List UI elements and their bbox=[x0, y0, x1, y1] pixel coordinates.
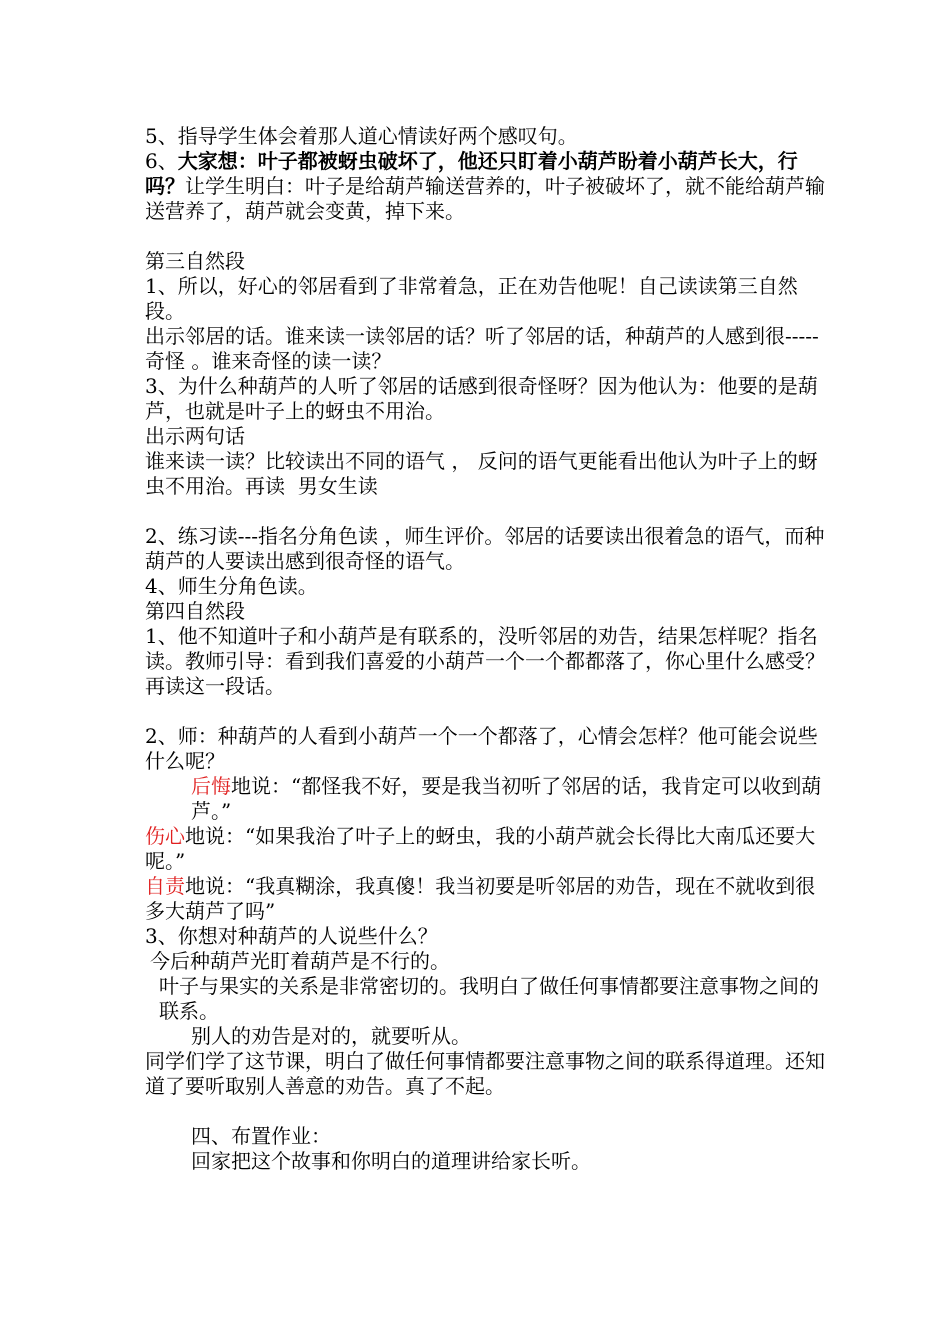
quote-blame-text: 地说：“我真糊涂，我真傻！我当初要是听邻居的劝告，现在不就收到很多大葫芦了吗” bbox=[145, 874, 816, 923]
paragraph-step6 bbox=[145, 149, 825, 224]
section-title-paragraph3: 第三自然段 bbox=[145, 249, 245, 273]
emotion-word-regret: 后悔 bbox=[191, 774, 231, 798]
step6-question: 大家想：叶子都被蚜虫破坏了，他还只盯着小葫芦盼着小葫芦长大，行吗？ bbox=[145, 149, 798, 198]
paragraph4-item3: 3、你想对种葫芦的人说些什么？ bbox=[145, 924, 438, 948]
paragraph4-item2: 2、师：种葫芦的人看到小葫芦一个一个都落了，心情会怎样？他可能会说些什么呢？ bbox=[145, 724, 818, 773]
quote-regret-text: 地说：“都怪我不好，要是我当初听了邻居的话，我肯定可以收到葫芦。” bbox=[191, 774, 822, 823]
quote-regret bbox=[145, 774, 825, 824]
homework-body: 回家把这个故事和你明白的道理讲给家长听。 bbox=[191, 1149, 591, 1173]
paragraph3-item7: 4、师生分角色读。 bbox=[145, 574, 318, 598]
summary: 同学们学了这节课，明白了做任何事情都要注意事物之间的联系得道理。还知道了要听取别人善意的劝告。真了不起。 bbox=[145, 1049, 825, 1098]
document-body bbox=[145, 124, 825, 1174]
homework-title: 四、布置作业： bbox=[191, 1124, 331, 1148]
spacer bbox=[145, 699, 825, 724]
paragraph4-item1: 1、他不知道叶子和小葫芦是有联系的，没听邻居的劝告，结果怎样呢？指名读。教师引导：看到我们喜爱的小葫芦一个一个都都落了，你心里什么感受？再读这一段话。 bbox=[145, 624, 825, 698]
quote-sad bbox=[145, 824, 825, 874]
paragraph3-item2: 出示邻居的话。谁来读一读邻居的话？听了邻居的话，种葫芦的人感到很-----奇怪 。谁来奇怪的读一读？ bbox=[145, 324, 819, 373]
paragraph3-item5: 谁来读一读？比较读出不同的语气 ， 反问的语气更能看出他认为叶子上的蚜虫不用治。再读 男女生读 bbox=[145, 449, 818, 498]
paragraph3-item1: 1、所以，好心的邻居看到了非常着急，正在劝告他呢！自己读读第三自然段。 bbox=[145, 274, 798, 323]
paragraph3-item4: 出示两句话 bbox=[145, 424, 245, 448]
step6-number: 6、 bbox=[145, 149, 178, 173]
emotion-word-sad: 伤心 bbox=[145, 824, 185, 848]
answer-1: 今后种葫芦光盯着葫芦是不行的。 bbox=[150, 949, 450, 973]
section-title-paragraph4: 第四自然段 bbox=[145, 599, 245, 623]
quote-blame bbox=[145, 874, 825, 924]
spacer bbox=[145, 499, 825, 524]
spacer bbox=[145, 224, 825, 249]
answer-3: 别人的劝告是对的，就要听从。 bbox=[191, 1024, 471, 1048]
paragraph3-item3: 3、为什么种葫芦的人听了邻居的话感到很奇怪呀？因为他认为：他要的是葫芦，也就是叶子上的蚜虫不用治。 bbox=[145, 374, 818, 423]
spacer bbox=[145, 1099, 825, 1124]
emotion-word-blame: 自责 bbox=[145, 874, 185, 898]
paragraph-step5: 5、指导学生体会着那人道心情读好两个感叹句。 bbox=[145, 124, 578, 148]
quote-sad-text: 地说：“如果我治了叶子上的蚜虫，我的小葫芦就会长得比大南瓜还要大呢。” bbox=[145, 824, 816, 873]
paragraph3-item6: 2、练习读---指名分角色读 ，师生评价。邻居的话要读出很着急的语气，而种葫芦的人要读出感到很奇怪的语气。 bbox=[145, 524, 825, 573]
step6-explanation: 让学生明白：叶子是给葫芦输送营养的，叶子被破坏了，就不能给葫芦输送营养了，葫芦就会变黄，掉下来。 bbox=[145, 174, 825, 223]
answer-2: 叶子与果实的关系是非常密切的。我明白了做任何事情都要注意事物之间的联系。 bbox=[159, 974, 819, 1023]
